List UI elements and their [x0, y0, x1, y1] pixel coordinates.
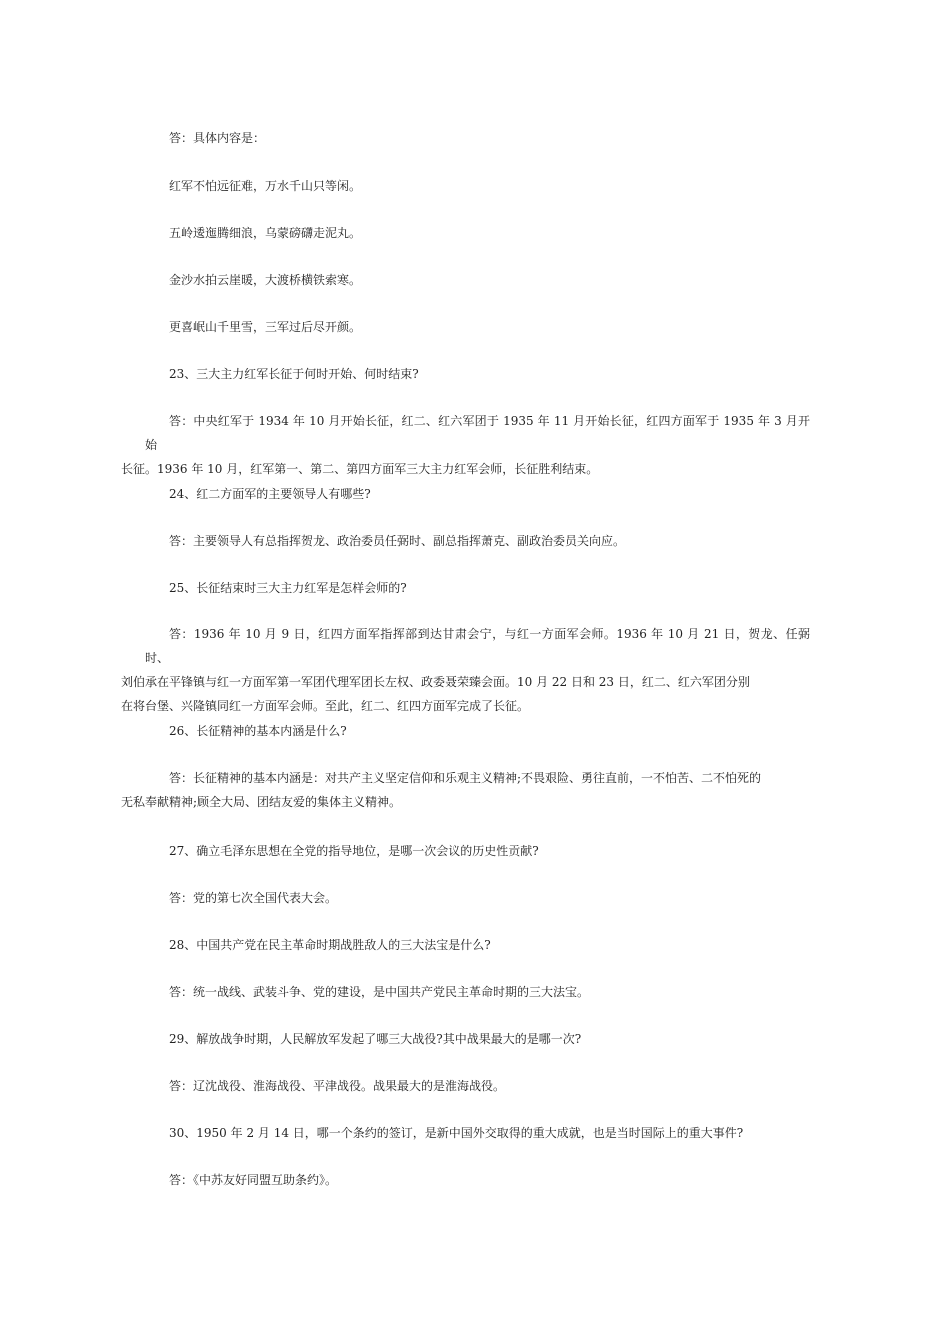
question-27	[145, 839, 810, 863]
text-line: 金沙水拍云崖暖，大渡桥横铁索寒。	[169, 273, 362, 287]
text-line: 答：1936 年 10 月 9 日，红四方面军指挥部到达甘肃会宁，与红一方面军会师。1936 年 10 月 21 日，贺龙、任弼时、	[145, 627, 810, 665]
question-26	[145, 719, 810, 743]
answer-30	[145, 1168, 810, 1192]
answer-28	[145, 980, 810, 1004]
question-29	[145, 1027, 810, 1051]
poem-line-3	[145, 268, 810, 292]
text-line: 五岭逶迤腾细浪，乌蒙磅礴走泥丸。	[169, 226, 362, 240]
text-line: 26、长征精神的基本内涵是什么?	[169, 724, 347, 738]
question-23	[145, 362, 810, 386]
text-line: 无私奉献精神;顾全大局、团结友爱的集体主义精神。	[121, 795, 402, 809]
answer-27	[145, 886, 810, 910]
text-line: 答：中央红军于 1934 年 10 月开始长征，红二、红六军团于 1935 年 11 月开始长征，红四方面军于 1935 年 3 月开始	[145, 414, 810, 452]
text-line: 更喜岷山千里雪，三军过后尽开颜。	[169, 320, 362, 334]
question-30	[145, 1121, 810, 1145]
poem-line-2	[145, 221, 810, 245]
text-line: 答：党的第七次全国代表大会。	[169, 891, 338, 905]
text-line: 答：辽沈战役、淮海战役、平津战役。战果最大的是淮海战役。	[169, 1079, 506, 1093]
question-24	[145, 482, 810, 506]
answer-22-intro	[145, 126, 810, 150]
text-line: 答：具体内容是：	[169, 131, 266, 145]
text-line: 28、中国共产党在民主革命时期战胜敌人的三大法宝是什么?	[169, 938, 491, 952]
text-line: 答：主要领导人有总指挥贺龙、政治委员任弼时、副总指挥萧克、副政治委员关向应。	[169, 534, 626, 548]
answer-25	[121, 622, 810, 718]
text-line: 刘伯承在平锋镇与红一方面军第一军团代理军团长左权、政委聂荣臻会面。10 月 22 日和 23 日，红二、红六军团分别	[121, 675, 750, 689]
text-line: 23、三大主力红军长征于何时开始、何时结束?	[169, 367, 419, 381]
text-line: 答：长征精神的基本内涵是：对共产主义坚定信仰和乐观主义精神;不畏艰险、勇往直前，一不怕苦、二不怕死的	[169, 771, 762, 785]
question-28	[145, 933, 810, 957]
answer-23	[121, 409, 810, 481]
poem-line-1	[145, 174, 810, 198]
text-line: 在将台堡、兴隆镇同红一方面军会师。至此，红二、红四方面军完成了长征。	[121, 699, 530, 713]
answer-24	[145, 529, 810, 553]
text-line: 24、红二方面军的主要领导人有哪些?	[169, 487, 371, 501]
text-line: 红军不怕远征难，万水千山只等闲。	[169, 179, 362, 193]
text-line: 29、解放战争时期，人民解放军发起了哪三大战役?其中战果最大的是哪一次?	[169, 1032, 582, 1046]
answer-29	[145, 1074, 810, 1098]
text-line: 27、确立毛泽东思想在全党的指导地位，是哪一次会议的历史性贡献?	[169, 844, 539, 858]
text-line: 长征。1936 年 10 月，红军第一、第二、第四方面军三大主力红军会师，长征胜利结束。	[121, 462, 599, 476]
text-line: 25、长征结束时三大主力红军是怎样会师的?	[169, 581, 407, 595]
text-line: 30、1950 年 2 月 14 日，哪一个条约的签订，是新中国外交取得的重大成就，也是当时国际上的重大事件?	[169, 1126, 744, 1140]
question-25	[145, 576, 810, 600]
text-line: 答：统一战线、武装斗争、党的建设，是中国共产党民主革命时期的三大法宝。	[169, 985, 590, 999]
answer-26	[121, 766, 810, 814]
poem-line-4	[145, 315, 810, 339]
text-line: 答：《中苏友好同盟互助条约》。	[169, 1173, 338, 1187]
